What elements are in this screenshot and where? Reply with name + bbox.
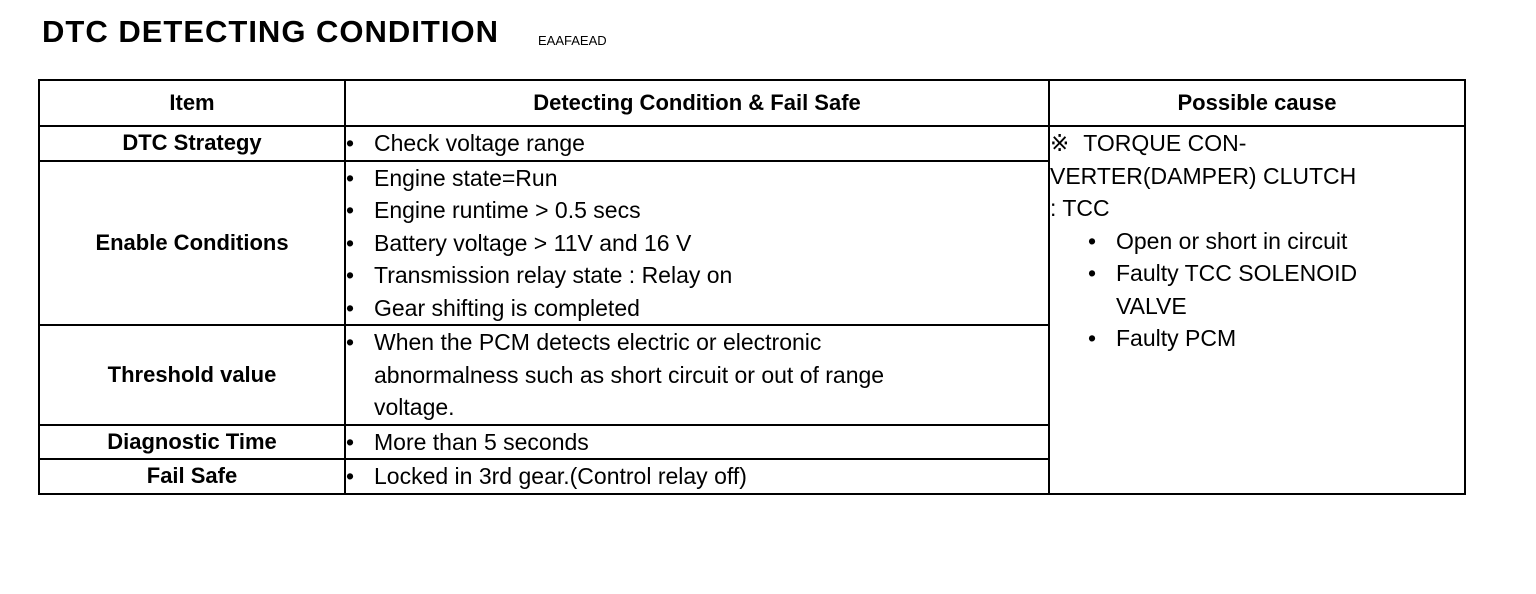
cause-item: • Faulty TCC SOLENOID VALVE (1088, 257, 1386, 322)
table-header-row (39, 80, 1465, 126)
cause-item: • Faulty PCM (1088, 322, 1464, 355)
cause-heading-line: ※ TORQUE CON- (1050, 130, 1247, 156)
header-item: Item (39, 80, 345, 126)
row-conditions-threshold-value (345, 325, 1049, 425)
row-conditions-enable-conditions (345, 161, 1049, 326)
condition-item: • Check voltage range (346, 127, 1048, 160)
dtc-condition-table (38, 79, 1466, 495)
reference-mark-icon: ※ (1050, 130, 1070, 156)
row-item-enable-conditions: Enable Conditions (39, 161, 345, 326)
condition-item: • Battery voltage > 11V and 16 V (346, 227, 1048, 260)
condition-item: • Locked in 3rd gear.(Control relay off) (346, 460, 1048, 493)
header-detecting-condition: Detecting Condition & Fail Safe (345, 80, 1049, 126)
header-possible-cause: Possible cause (1049, 80, 1465, 126)
condition-item: • When the PCM detects electric or electronic abnormalness such as short circuit or out of range voltage. (346, 326, 934, 424)
condition-item: • Gear shifting is completed (346, 292, 1048, 325)
cause-heading-line: : TCC (1050, 195, 1110, 221)
cause-heading-line: VERTER(DAMPER) CLUTCH (1050, 162, 1357, 189)
row-item-diagnostic-time: Diagnostic Time (39, 425, 345, 460)
condition-item: • Engine state=Run (346, 162, 1048, 195)
page-title: DTC DETECTING CONDITION (42, 14, 499, 49)
condition-item: • Engine runtime > 0.5 secs (346, 194, 1048, 227)
condition-item: • More than 5 seconds (346, 426, 1048, 459)
row-conditions-dtc-strategy (345, 126, 1049, 161)
row-conditions-fail-safe (345, 459, 1049, 494)
row-item-fail-safe: Fail Safe (39, 459, 345, 494)
row-item-dtc-strategy: DTC Strategy (39, 126, 345, 161)
cause-item: • Open or short in circuit (1088, 225, 1464, 258)
document-code: EAAFAEAD (538, 33, 607, 48)
row-conditions-diagnostic-time (345, 425, 1049, 460)
possible-cause-cell (1049, 126, 1465, 494)
table-row (39, 126, 1465, 161)
condition-item: • Transmission relay state : Relay on (346, 259, 1048, 292)
row-item-threshold-value: Threshold value (39, 325, 345, 425)
